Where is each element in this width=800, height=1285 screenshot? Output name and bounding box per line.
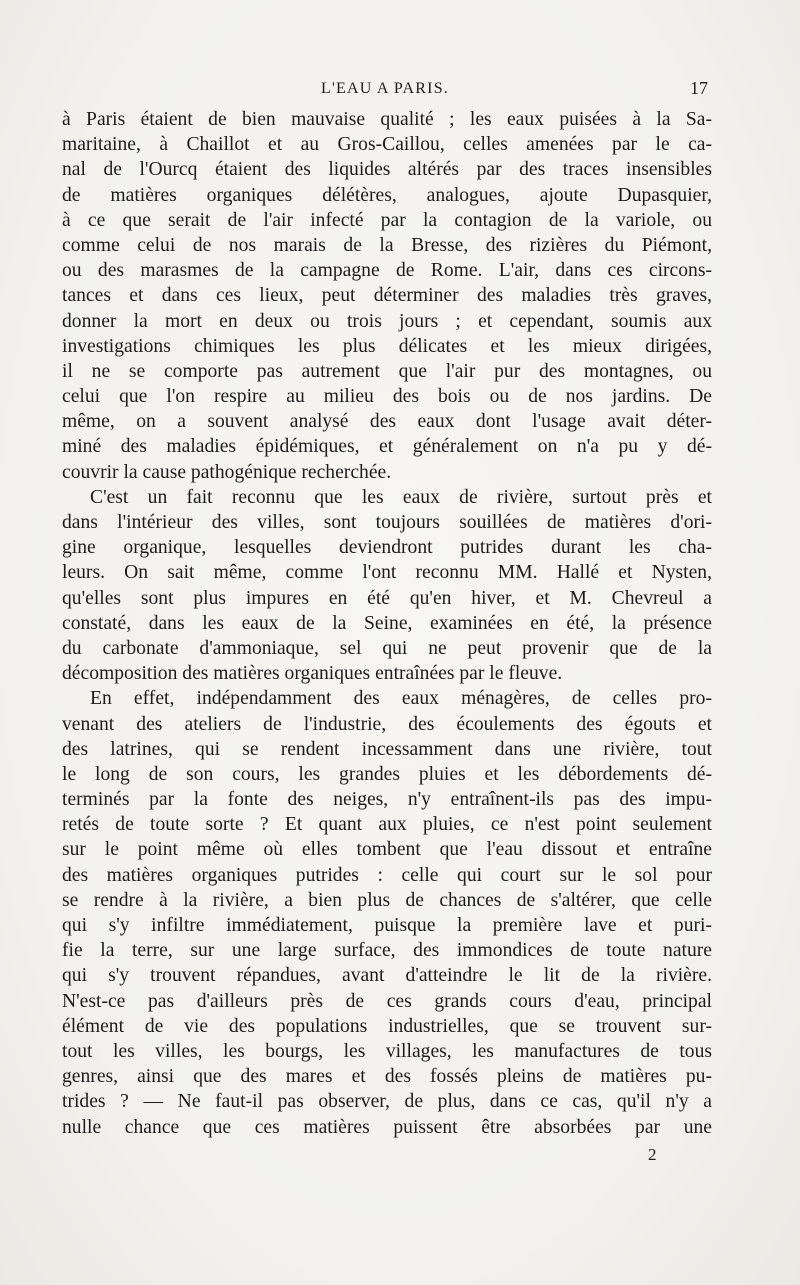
text-line: fie la terre, sur une large surface, des immondices de toute nature xyxy=(62,940,712,962)
text-line: gine organique, lesquelles deviendront putrides durant les cha- xyxy=(62,537,712,559)
running-head xyxy=(60,78,710,102)
text-line: genres, ainsi que des mares et des fossés pleins de matières pu- xyxy=(62,1066,712,1088)
text-line: décomposition des matières organiques entraînées par le fleuve. xyxy=(62,663,563,685)
text-line: nulle chance que ces matières puissent être absorbées par une xyxy=(62,1116,712,1138)
running-title: L'EAU A PARIS. xyxy=(320,80,449,97)
text-line: N'est-ce pas d'ailleurs près de ces grands cours d'eau, principal xyxy=(62,990,712,1012)
text-line: maritaine, à Chaillot et au Gros-Caillou, celles amenées par le ca- xyxy=(62,134,712,156)
text-line: qu'elles sont plus impures en été qu'en hiver, et M. Chevreul a xyxy=(62,587,712,609)
text-line: venant des ateliers de l'industrie, des écoulements des égouts et xyxy=(62,713,712,735)
body-text xyxy=(62,107,712,1140)
text-line: qui s'y infiltre immédiatement, puisque la première lave et puri- xyxy=(62,915,712,936)
signature-mark: 2 xyxy=(648,1145,657,1164)
text-line: dans l'intérieur des villes, sont toujours souillées de matières d'ori- xyxy=(62,512,712,533)
text-line: celui que l'on respire au milieu des bois ou de nos jardins. De xyxy=(62,386,712,408)
text-line: à Paris étaient de bien mauvaise qualité ; les eaux puisées à la Sa- xyxy=(62,109,712,130)
text-line: investigations chimiques les plus délicates et les mieux dirigées, xyxy=(62,335,712,357)
text-line: ou des marasmes de la campagne de Rome. L'air, dans ces circons- xyxy=(62,260,712,282)
text-line: élément de vie des populations industrielles, que se trouvent sur- xyxy=(62,1015,712,1037)
text-line: En effet, indépendamment des eaux ménagères, de celles pro- xyxy=(90,688,712,710)
text-line: constaté, dans les eaux de la Seine, examinées en été, la présence xyxy=(62,612,712,634)
page-number: 17 xyxy=(690,78,708,98)
text-line: retés de toute sorte ? Et quant aux pluies, ce n'est point seulement xyxy=(62,814,712,836)
text-line: C'est un fait reconnu que les eaux de rivière, surtout près et xyxy=(90,486,712,508)
text-line: des matières organiques putrides : celle qui court sur le sol pour xyxy=(62,864,712,886)
text-line: tances et dans ces lieux, peut déterminer des maladies très graves, xyxy=(62,285,712,307)
text-line: leurs. On sait même, comme l'ont reconnu MM. Hallé et Nysten, xyxy=(62,562,712,584)
text-line: même, on a souvent analysé des eaux dont l'usage avait déter- xyxy=(62,411,712,433)
text-line: se rendre à la rivière, a bien plus de chances de s'altérer, que celle xyxy=(62,889,712,911)
text-line: qui s'y trouvent répandues, avant d'atteindre le lit de la rivière. xyxy=(62,965,712,987)
text-line: donner la mort en deux ou trois jours ; et cependant, soumis aux xyxy=(62,310,712,332)
text-line: miné des maladies épidémiques, et généralement on n'a pu y dé- xyxy=(62,436,712,458)
text-line: trides ? — Ne faut-il pas observer, de plus, dans ce cas, qu'il n'y a xyxy=(62,1091,712,1113)
text-line: comme celui de nos marais de la Bresse, des rizières du Piémont, xyxy=(62,234,712,256)
text-line: du carbonate d'ammoniaque, sel qui ne peut provenir que de la xyxy=(62,637,712,659)
text-line: sur le point même où elles tombent que l'eau dissout et entraîne xyxy=(62,839,712,861)
text-line: nal de l'Ourcq étaient des liquides altérés par des traces insensibles xyxy=(62,159,712,181)
text-line: à ce que serait de l'air infecté par la contagion de la variole, ou xyxy=(62,209,712,231)
text-line: terminés par la fonte des neiges, n'y entraînent-ils pas des impu- xyxy=(62,789,712,811)
text-line: le long de son cours, les grandes pluies et les débordements dé- xyxy=(62,763,712,785)
text-line: couvrir la cause pathogénique recherchée. xyxy=(62,461,392,483)
text-line: des latrines, qui se rendent incessamment dans une rivière, tout xyxy=(62,738,712,760)
text-line: il ne se comporte pas autrement que l'air pur des montagnes, ou xyxy=(62,360,712,382)
text-line: tout les villes, les bourgs, les villages, les manufactures de tous xyxy=(62,1040,712,1062)
text-line: de matières organiques délétères, analogues, ajoute Dupasquier, xyxy=(62,184,712,206)
